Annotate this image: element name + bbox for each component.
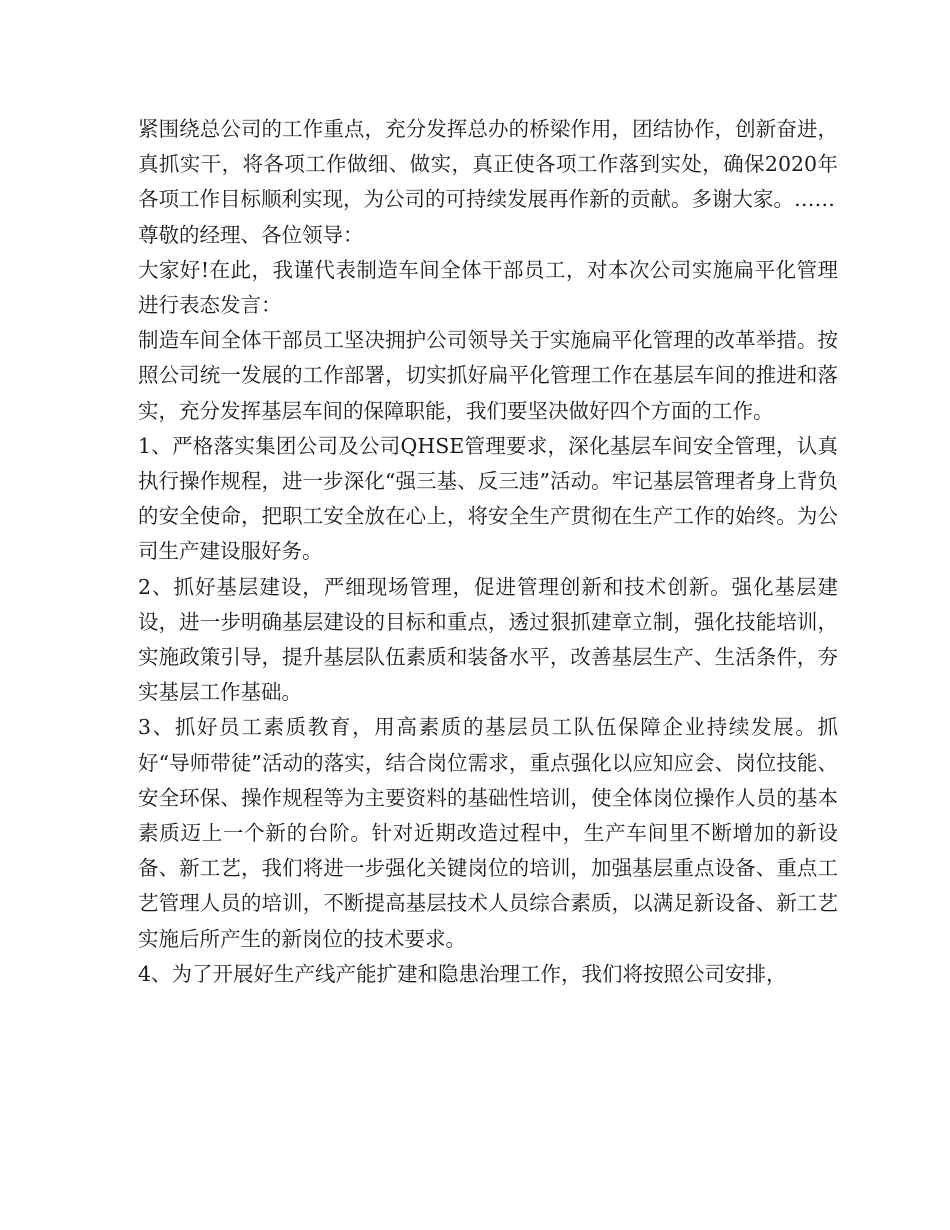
paragraph-item-4: 4、为了开展好生产线产能扩建和隐患治理工作，我们将按照公司安排， <box>138 961 787 986</box>
paragraph-salutation: 尊敬的经理、各位领导： <box>138 222 364 247</box>
paragraph-commitment: 制造车间全体干部员工坚决拥护公司领导关于实施扁平化管理的改革举措。按照公司统一发展的工作部署，切实抓好扁平化管理工作在基层车间的推进和落实，充分发挥基层车间的保障职能，我们要坚决做好四个方面的工作。 <box>138 328 838 423</box>
paragraph-greeting: 大家好!在此，我谨代表制造车间全体干部员工，对本次公司实施扁平化管理进行表态发言： <box>138 257 838 318</box>
paragraph-closing-remarks: 紧围绕总公司的工作重点，充分发挥总办的桥梁作用，团结协作，创新奋进，真抓实干，将各项工作做细、做实，真正使各项工作落到实处，确保2020年各项工作目标顺利实现，为公司的可持续发展再作新的贡献。多谢大家。…… <box>138 117 838 212</box>
paragraph-item-3: 3、抓好员工素质教育，用高素质的基层员工队伍保障企业持续发展。抓好“导师带徒”活动的落实，结合岗位需求，重点强化以应知应会、岗位技能、安全环保、操作规程等为主要资料的基础性培训，使全体岗位操作人员的基本素质迈上一个新的台阶。针对近期改造过程中，生产车间里不断增加的新设备、新工艺，我们将进一步强化关键岗位的培训，加强基层重点设备、重点工艺管理人员的培训，不断提高基层技术人员综合素质，以满足新设备、新工艺实施后所产生的新岗位的技术要求。 <box>138 715 838 951</box>
paragraph-item-2: 2、抓好基层建设，严细现场管理，促进管理创新和技术创新。强化基层建设，进一步明确基层建设的目标和重点，透过狠抓建章立制，强化技能培训，实施政策引导，提升基层队伍素质和装备水平，改善基层生产、生活条件，夯实基层工作基础。 <box>138 574 838 705</box>
document-body <box>138 112 838 992</box>
paragraph-item-1: 1、严格落实集团公司及公司QHSE管理要求，深化基层车间安全管理，认真执行操作规程，进一步深化“强三基、反三违”活动。牢记基层管理者身上背负的安全使命，把职工安全放在心上，将安全生产贯彻在生产工作的始终。为公司生产建设服好务。 <box>138 433 838 564</box>
